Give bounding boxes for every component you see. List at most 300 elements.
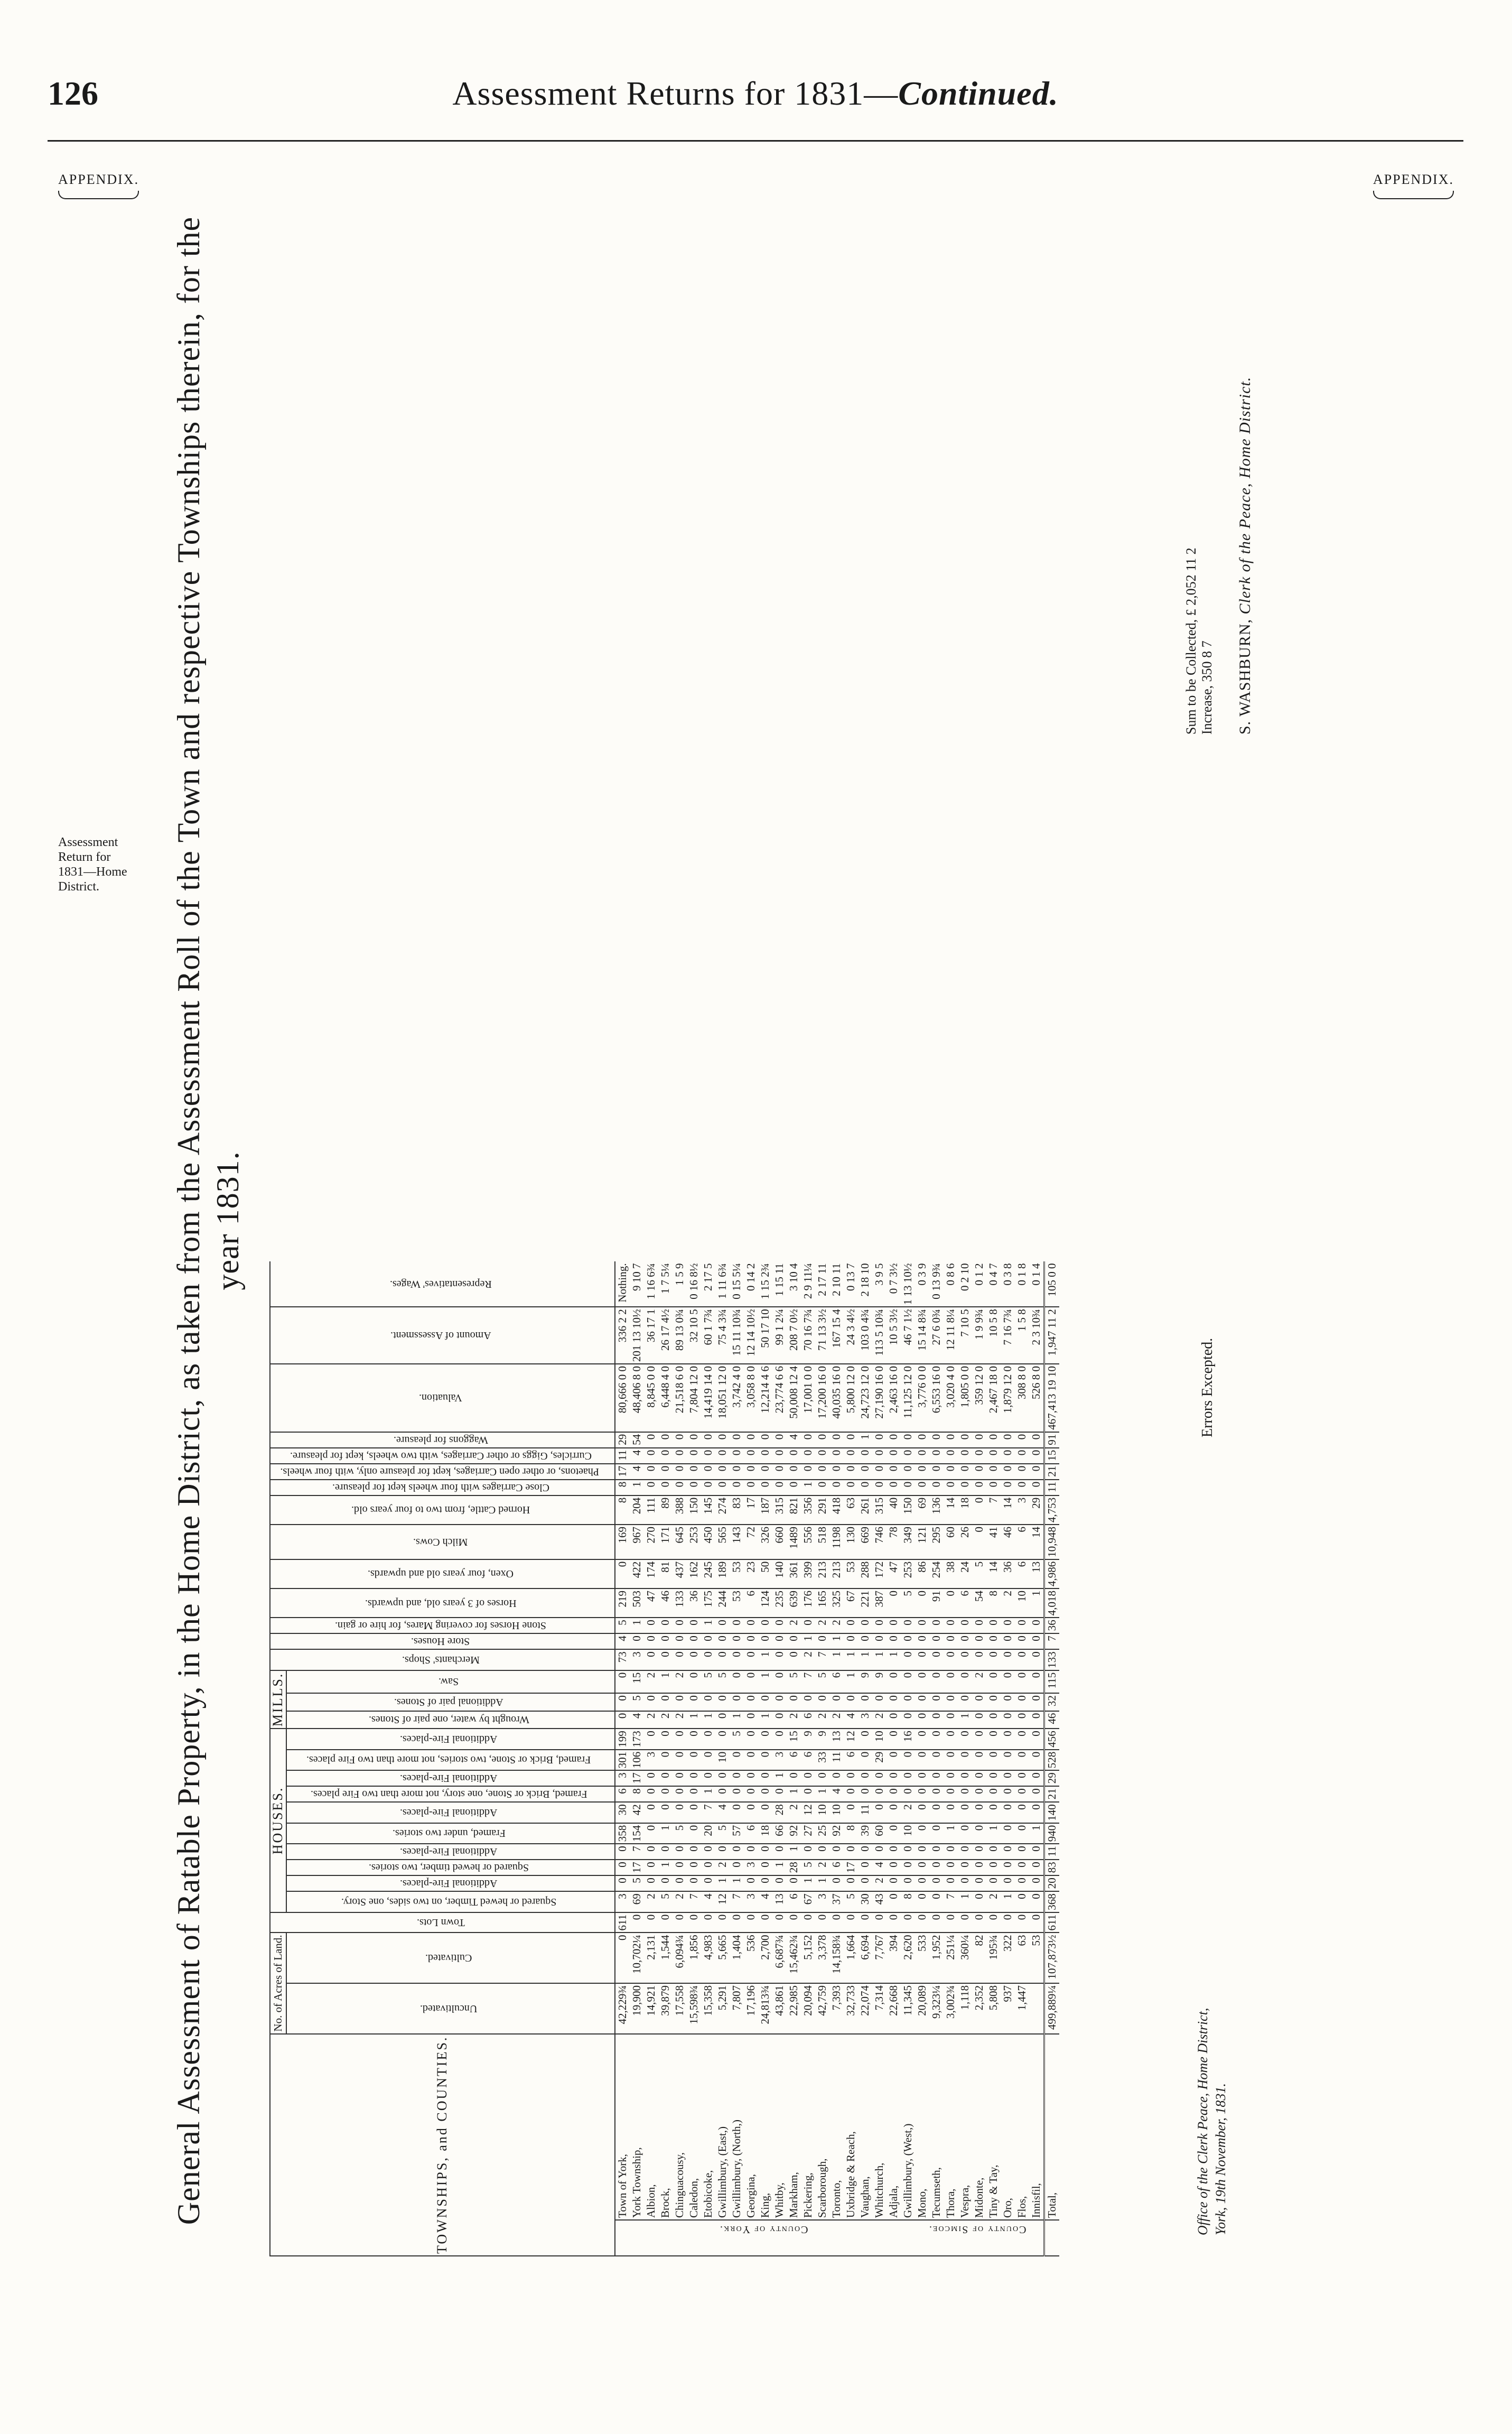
table-cell: 2 10 11 [829,1261,844,1307]
table-cell: 0 [929,1464,944,1480]
table-cell: 33 [815,1750,829,1771]
table-cell: 0 [744,1770,758,1786]
table-cell: 1 [658,1823,673,1844]
table-cell: 2 [644,1891,658,1912]
table-cell: 0 [744,1448,758,1464]
table-cell: 0 [744,1729,758,1750]
page-header [48,74,1463,132]
table-cell: 1,879 12 0 [1001,1364,1015,1432]
table-cell: 261 [858,1495,872,1525]
table-cell: 0 [758,1448,772,1464]
table-cell: 0 [658,1786,673,1802]
table-cell: 0 [986,1770,1001,1786]
table-cell: 8 [630,1786,644,1802]
table-cell: 6,553 16 0 [929,1364,944,1432]
table-cell: 0 [972,1495,986,1525]
table-cell: 2,467 18 0 [986,1364,1001,1432]
table-cell: 0 [730,1750,744,1771]
table-cell: 57 [730,1823,744,1844]
table-cell: 36 [687,1588,701,1618]
table-cell: 0 [687,1649,701,1670]
table-cell: 8 [615,1480,630,1495]
table-cell: 0 8 6 [944,1261,958,1307]
table-cell: 0 [858,1633,872,1649]
table-cell: 235 [772,1588,787,1618]
table-cell: 322 [1001,1933,1015,1983]
township-name: Innisfil, [1029,2034,1044,2220]
total-cell: 115 [1044,1670,1060,1693]
table-cell: 0 [758,1912,772,1933]
table-cell: 1 [701,1786,715,1802]
table-cell: 0 [1001,1633,1015,1649]
table-cell: 4 [630,1464,644,1480]
table-cell: 92 [829,1823,844,1844]
table-cell: 1 [1029,1588,1044,1618]
total-cell: 107,873½ [1044,1933,1060,1983]
table-cell: 0 [673,1844,687,1860]
col-header-label: Additional Fire-places. [400,1733,498,1745]
table-cell: 46 7 1½ [901,1307,915,1364]
table-cell: 0 [701,1875,715,1891]
table-cell: 0 [844,1448,858,1464]
table-cell: 0 [901,1750,915,1771]
table-cell: 0 [701,1464,715,1480]
table-cell: 0 [787,1693,801,1711]
table-cell: 0 [1029,1464,1044,1480]
col-header [270,1495,615,1525]
col-header [286,1891,615,1912]
table-cell: 2 [787,1802,801,1823]
table-cell: 2 [644,1670,658,1693]
table-cell: 0 [1029,1729,1044,1750]
table-cell: 1 15 11 [772,1261,787,1307]
table-cell: 16 [901,1729,915,1750]
col-header [286,1770,615,1786]
table-cell: 0 [915,1480,929,1495]
table-cell: 10 [872,1729,886,1750]
table-cell: 2 [715,1860,730,1875]
col-header [270,1559,615,1588]
table-cell: 0 [772,1786,787,1802]
table-cell: 0 [958,1823,972,1844]
table-cell: 9 [815,1729,829,1750]
township-name: Etobicoke, [701,2034,715,2220]
table-cell: 0 [1029,1860,1044,1875]
table-cell: 0 [758,1844,772,1860]
table-cell: 2 [787,1711,801,1729]
table-cell: 17 [615,1464,630,1480]
table-cell: 0 [858,1750,872,1771]
table-cell: 113 5 10¾ [872,1307,886,1364]
table-cell: 201 13 10½ [630,1307,644,1364]
table-cell: 1 [801,1480,815,1495]
table-cell: 174 [644,1559,658,1588]
table-cell: 5 [630,1875,644,1891]
table-cell: 0 [901,1480,915,1495]
mills-group-label: MILLS. [270,1672,285,1727]
table-cell: 0 [1015,1633,1029,1649]
table-cell: 0 [1015,1448,1029,1464]
table-cell: 204 [630,1495,644,1525]
table-cell: 0 [615,1875,630,1891]
table-cell: 0 [972,1649,986,1670]
table-row [673,1261,687,2256]
table-row [744,1261,758,2256]
county-label-cell [915,2220,1044,2256]
table-cell: 0 [701,1448,715,1464]
table-cell: 5 [844,1891,858,1912]
table-cell: 0 [886,1823,901,1844]
table-cell: 0 [915,1448,929,1464]
signature-title: Clerk of the Peace, Home District. [1236,376,1254,615]
table-cell: 0 13 7 [844,1261,858,1307]
assessment-table [269,1261,1059,2256]
table-cell: 0 [844,1464,858,1480]
table-cell: 8 [844,1823,858,1844]
table-cell: 0 [644,1770,658,1786]
table-cell: 0 [929,1770,944,1786]
table-cell: 0 [958,1729,972,1750]
table-cell: 111 [644,1495,658,1525]
table-row [829,1261,844,2256]
table-cell: 0 [944,1588,958,1618]
table-cell: 0 [886,1750,901,1771]
table-cell: 81 [658,1559,673,1588]
table-cell: 14 [1001,1495,1015,1525]
table-cell: 36 [1001,1559,1015,1588]
table-cell: 71 13 3½ [815,1307,829,1364]
table-cell: 89 13 0¾ [673,1307,687,1364]
table-cell: 0 [929,1860,944,1875]
table-cell: 244 [715,1588,730,1618]
table-cell: 0 [658,1448,673,1464]
township-name: Mono, [915,2034,929,2220]
table-cell: 5 [815,1670,829,1693]
table-cell: 0 [958,1693,972,1711]
table-cell: 10 [829,1802,844,1823]
table-row [730,1261,744,2256]
header-rule [48,140,1463,142]
table-cell: 1 [801,1633,815,1649]
table-cell: 0 7 3½ [886,1261,901,1307]
col-header [270,1525,615,1559]
table-cell: 1 [986,1823,1001,1844]
table-cell: 0 [772,1729,787,1750]
table-cell: 0 [744,1649,758,1670]
table-cell: 0 [901,1649,915,1670]
county-label: County of York. [718,2224,808,2235]
table-cell: 10 [715,1750,730,1771]
table-cell: 2 [829,1618,844,1633]
errors-excepted: Errors Excepted. [1199,1337,1216,1437]
table-cell: 0 [815,1464,829,1480]
table-cell: 2 [901,1802,915,1823]
table-cell: 0 [658,1802,673,1823]
table-cell: 0 [1001,1823,1015,1844]
col-header-label: Representatives' Wages. [389,1278,492,1290]
table-cell: 27 6 0¾ [929,1307,944,1364]
table-cell: 0 [958,1633,972,1649]
table-cell: 2 3 10¾ [1029,1307,1044,1364]
table-cell: 5 [701,1670,715,1693]
marginal-note: Assessment Return for 1831—Home District. [58,835,127,894]
table-cell: 0 [1029,1432,1044,1448]
table-cell: 0 [886,1875,901,1891]
table-cell: 0 [658,1432,673,1448]
table-cell: 0 [1015,1823,1029,1844]
table-cell: 0 [758,1618,772,1633]
table-cell: 0 [844,1480,858,1495]
table-cell: 0 [730,1770,744,1786]
table-cell: 0 [944,1912,958,1933]
total-cell: 20 [1044,1875,1060,1891]
table-cell: 0 [886,1711,901,1729]
table-cell: 3 10 4 [787,1261,801,1307]
mills-group-header [270,1670,286,1729]
table-cell: 295 [929,1525,944,1559]
table-cell: 274 [715,1495,730,1525]
table-cell: 0 [944,1750,958,1771]
total-cell: 21 [1044,1786,1060,1802]
table-cell: 92 [787,1823,801,1844]
table-cell: 0 [801,1770,815,1786]
table-row [630,1261,644,2256]
table-cell: 27 [801,1823,815,1844]
table-cell: 17,558 [673,1983,687,2034]
table-cell: 0 [1029,1844,1044,1860]
table-cell: 0 [872,1464,886,1480]
col-header-label: Valuation. [419,1392,462,1404]
table-cell: 40,035 16 0 [829,1364,844,1432]
table-cell: 1,118 [958,1983,972,2034]
table-cell: 0 [615,1693,630,1711]
table-cell: 0 [1029,1670,1044,1693]
table-cell: 0 [1001,1711,1015,1729]
table-cell: 0 [886,1588,901,1618]
table-cell: 360¼ [958,1933,972,1983]
table-cell: 937 [1001,1983,1015,2034]
table-cell: 0 [944,1729,958,1750]
total-cell: 4,018 [1044,1588,1060,1618]
col-header [286,1983,615,2034]
brace-left [58,191,139,199]
table-cell: 0 [687,1670,701,1693]
table-cell: 0 [929,1448,944,1464]
table-cell: 0 [801,1464,815,1480]
col-header-label: Waggons for pleasure. [393,1434,488,1446]
table-cell: 0 [787,1464,801,1480]
table-cell: 0 [1015,1891,1029,1912]
total-cell: 32 [1044,1693,1060,1711]
table-cell: 0 [1015,1860,1029,1875]
table-cell: 533 [915,1933,929,1983]
table-cell: 0 [1029,1802,1044,1823]
total-cell: 611 [1044,1912,1060,1933]
table-cell: 2 [815,1711,829,1729]
col-header-label: Cultivated. [425,1952,472,1964]
table-cell: 3 [615,1770,630,1786]
table-cell: 0 [801,1432,815,1448]
table-cell: 0 [1015,1693,1029,1711]
table-cell: 336 2 2 [615,1307,630,1364]
table-cell: 0 [972,1729,986,1750]
table-cell: 0 [929,1693,944,1711]
table-cell: 18,051 12 0 [715,1364,730,1432]
table-cell: 1 16 6¾ [644,1261,658,1307]
table-cell: 0 [1001,1448,1015,1464]
table-cell: 0 [730,1693,744,1711]
table-cell: 0 [858,1875,872,1891]
office-note [1194,2008,1230,2235]
table-cell: 0 [972,1693,986,1711]
table-cell: 0 [772,1480,787,1495]
table-cell: 48,406 8 0 [630,1364,644,1432]
table-cell: 0 [858,1618,872,1633]
townships-header [270,2034,615,2256]
total-cell: 467,413 19 10 [1044,1364,1060,1432]
table-cell: 0 [929,1618,944,1633]
table-cell: Nothing. [615,1261,630,1307]
table-cell: 0 [730,1432,744,1448]
table-cell: 37 [829,1891,844,1912]
table-cell: 0 [1001,1618,1015,1633]
table-cell: 2 [815,1860,829,1875]
table-cell: 0 [929,1891,944,1912]
table-cell: 0 [701,1432,715,1448]
table-cell: 0 [829,1693,844,1711]
table-cell: 2 [872,1711,886,1729]
table-cell: 0 [901,1875,915,1891]
table-cell: 1 [886,1649,901,1670]
table-cell: 0 [844,1618,858,1633]
table-cell: 22,074 [858,1983,872,2034]
township-name: Albion, [644,2034,658,2220]
township-name: Thora, [944,2034,958,2220]
table-cell: 47 [644,1588,658,1618]
table-cell: 0 [1015,1480,1029,1495]
township-name: Whitby, [772,2034,787,2220]
table-cell: 6,448 4 0 [658,1364,673,1432]
table-cell: 0 [772,1432,787,1448]
table-cell: 7,314 [872,1983,886,2034]
table-cell: 173 [630,1729,644,1750]
table-cell: 0 1 8 [1015,1261,1029,1307]
table-cell: 349 [901,1525,915,1559]
table-cell: 12 11 8¼ [944,1307,958,1364]
table-cell: 9 [858,1670,872,1693]
table-cell: 0 [715,1729,730,1750]
table-row [972,1261,986,2256]
acres-group-label: No. of Acres of Land. [272,1935,284,2032]
table-cell: 6 [1015,1559,1029,1588]
table-cell: 0 [673,1875,687,1891]
table-row [886,1261,901,2256]
table-cell: 0 [815,1770,829,1786]
table-cell: 5 [901,1588,915,1618]
table-cell: 0 [673,1464,687,1480]
table-cell: 1 [872,1649,886,1670]
table-cell: 0 [886,1844,901,1860]
table-cell: 0 [1001,1750,1015,1771]
table-cell: 0 [829,1448,844,1464]
township-name: Midonte, [972,2034,986,2220]
table-cell: 0 [915,1729,929,1750]
table-cell: 0 1 2 [972,1261,986,1307]
col-header [270,1618,615,1633]
table-cell: 23 [744,1559,758,1588]
col-header [286,1933,615,1983]
total-cell: 11 [1044,1480,1060,1495]
increase-value: 350 8 7 [1199,640,1215,682]
table-cell: 0 [986,1618,1001,1633]
table-cell: 1 [829,1649,844,1670]
table-cell: 0 [758,1693,772,1711]
table-cell: 18 [958,1495,972,1525]
table-cell: 0 [958,1912,972,1933]
table-cell: 0 [658,1693,673,1711]
total-cell: 15 [1044,1448,1060,1464]
table-cell: 0 [872,1802,886,1823]
table-cell: 69 [630,1891,644,1912]
table-cell: 0 [986,1464,1001,1480]
table-cell: 5 [715,1670,730,1693]
table-cell: 143 [730,1525,744,1559]
table-cell: 0 [673,1618,687,1633]
table-cell: 7 [815,1649,829,1670]
table-cell: 0 [901,1844,915,1860]
table-cell: 11 [615,1448,630,1464]
table-cell: 43,861 [772,1983,787,2034]
table-cell: 9,323¼ [929,1983,944,2034]
table-cell: 0 [644,1649,658,1670]
table-cell: 14 [944,1495,958,1525]
table-cell: 213 [829,1559,844,1588]
table-cell: 361 [787,1559,801,1588]
table-cell: 387 [872,1588,886,1618]
table-cell: 0 [772,1875,787,1891]
table-cell: 2,131 [644,1933,658,1983]
table-cell: 50 17 10 [758,1307,772,1364]
table-cell: 0 [1015,1912,1029,1933]
table-cell: 0 [644,1844,658,1860]
table-cell: 5,808 [986,1983,1001,2034]
table-cell: 0 [1015,1618,1029,1633]
table-row [1001,1261,1015,2256]
table-cell: 36 17 1 [644,1307,658,1364]
table-cell: 2 [673,1711,687,1729]
total-cell: 7 [1044,1633,1060,1649]
table-cell: 6 [787,1891,801,1912]
running-head-continued: Continued. [898,75,1059,112]
table-cell: 0 [872,1432,886,1448]
table-cell: 11 [829,1750,844,1771]
table-cell: 70 16 7¾ [801,1307,815,1364]
table-cell: 0 [972,1432,986,1448]
table-cell: 0 [929,1912,944,1933]
table-cell: 140 [772,1559,787,1588]
table-cell: 0 [929,1802,944,1823]
table-row [787,1261,801,2256]
col-header [286,1786,615,1802]
sum-value: £ 2,052 11 2 [1183,547,1199,616]
table-cell: 0 [815,1844,829,1860]
table-cell: 0 [758,1750,772,1771]
total-blank-cell [1044,2220,1060,2256]
table-cell: 0 [687,1750,701,1771]
table-cell: 0 [886,1729,901,1750]
table-cell: 0 [858,1844,872,1860]
table-cell: 0 [1029,1891,1044,1912]
